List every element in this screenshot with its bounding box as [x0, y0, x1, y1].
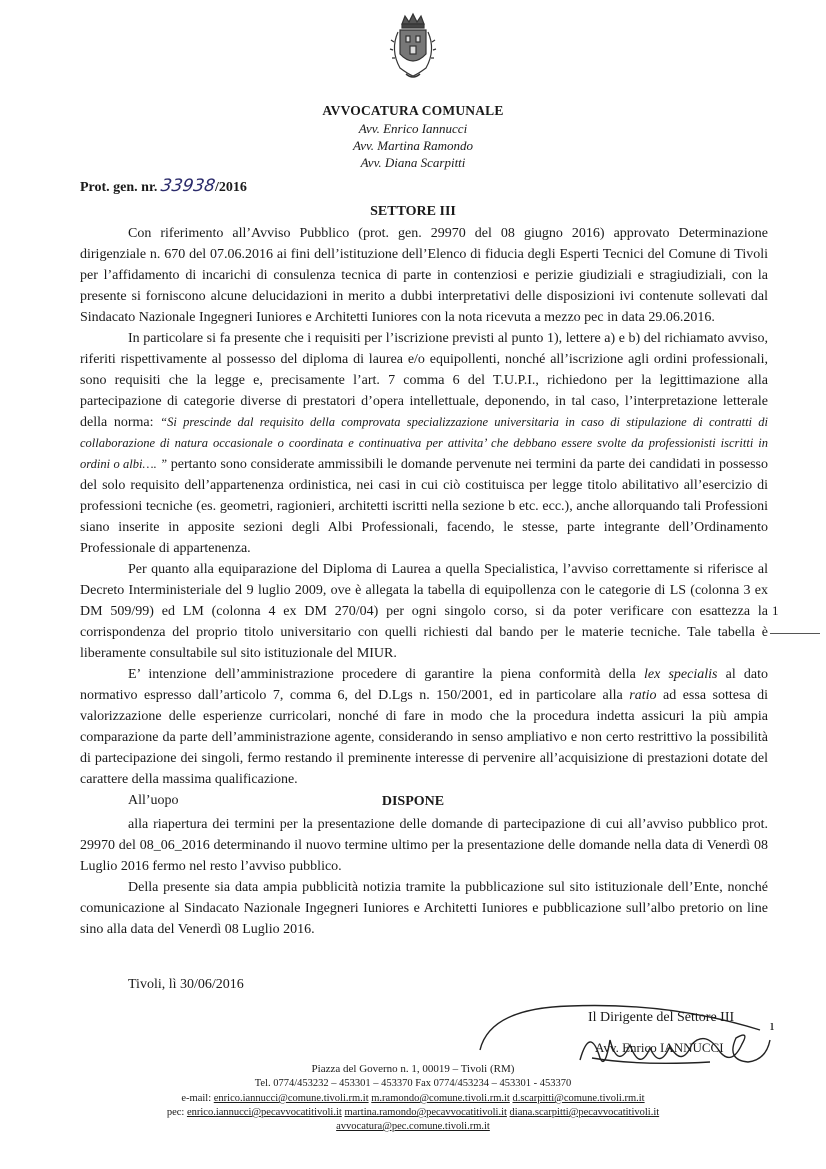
protocol-label: Prot. gen. nr. [80, 180, 158, 195]
paragraph-text: al dato normativo espresso dall’articolo 7, comma 6, del D.Lgs n. 150/2001, ed in particolare alla [80, 667, 769, 703]
email-label: e-mail: [181, 1093, 212, 1104]
paragraph-reference: Con riferimento all’Avviso Pubblico (prot. gen. 29970 del 08 giugno 2016) approvato Determinazione dirigenziale n. 670 del 07.06.2016 ai fini dell’istituzione dell’Elenco di fiducia degli Esperti Tecnici del Comune di Tivoli per l’affidamento di incarichi di consulenza tecnica di parte in contenziosi e perizie giudiziali e stragiudiziali, con la presente si forniscono alcune delucidazioni in merito a dubbi interpretativi delle disposizioni ivi contenute sollevati dal Sindacato Nazionale Ingegneri Iuniores e Architetti Iuniores con la nota ricevuta a mezzo pec in data 29.06.2016. [80, 226, 768, 325]
protocol-year: /2016 [214, 180, 247, 195]
footer-pec-office [0, 1120, 826, 1134]
paragraph-reopening: alla riapertura dei termini per la presentazione delle domande di partecipazione di cui all’avviso pubblico prot. 29970 del 08_06_2016 determinando il nuovo termine ultimo per la presentazione delle domande nella data di Venerdì 08 Luglio 2016 fermo nel resto l’avviso pubblico. [80, 817, 768, 874]
paragraph-text: In particolare si fa presente che i requisiti per l’iscrizione previsti al punto 1), lettere a) e b) del richiamato avviso, riferiti rispettivamente al possesso del diploma di laurea e/o equipollenti, nonché all’iscrizione agli ordini professionali, sono requisiti che la legge e, precisamente l’art. 7 comma 6 del T.U.P.I., richiedono per la legittimazione alla partecipazione di categorie diverse di prestatori d’opera intellettuale, deponendo, in tal caso, l’interpretazione letterale della norma: [80, 331, 768, 430]
protocol-number: 33938 [159, 176, 217, 196]
pec-label: pec: [166, 1107, 185, 1118]
email-link[interactable]: d.scarpitti@comune.tivoli.rm.it [512, 1093, 645, 1104]
protocol-line [80, 176, 247, 196]
paragraph-equivalence: Per quanto alla equiparazione del Diploma di Laurea a quella Specialistica, l’avviso correttamente si riferisce al Decreto Interministeriale del 9 luglio 2009, ove è allegata la tabella di equipollenza con le categorie di LS (colonna 3 ex DM 509/99) ed LM (colonna 4 ex DM 270/04) per ogni singolo corso, si da poter verificare con esattezza la corrispondenza del proprio titolo universitario con quelli richiesti dal bando per le materie tecniche. Tale tabella è liberamente consultabile sul sito istituzionale del MIUR. [80, 562, 768, 661]
paragraph-text: E’ intenzione dell’amministrazione procedere di garantire la piena conformità della [128, 667, 636, 682]
paragraph-text: ad essa sottesa di valorizzazione delle esperienze curricolari, nonché di fare in modo che la procedura indetta assicuri la più ampia comparazione da parte dell’amministrazione agente, considerando in senso ampliativo e non certo restrittivo la possibilità di partecipazione dei singoli, fermo restando il preminente interesse di pervenire all’acquisizione di prestazioni dotate del carattere della massima qualificazione. [80, 688, 769, 787]
pec-link[interactable]: enrico.iannucci@pecavvocatitivoli.it [186, 1107, 342, 1118]
place-date: Tivoli, lì 30/06/2016 [128, 977, 244, 992]
dispone-heading: DISPONE [381, 794, 445, 809]
email-link[interactable]: m.ramondo@comune.tivoli.rm.it [371, 1093, 510, 1104]
office-title: AVVOCATURA COMUNALE [322, 103, 504, 118]
paragraph-intention [80, 664, 768, 790]
signatory-name: Avv. Enrico IANNUCCI [595, 1040, 724, 1055]
footer-emails [0, 1092, 826, 1106]
email-link[interactable]: enrico.iannucci@comune.tivoli.rm.it [213, 1093, 369, 1104]
paragraph-alluopo: All’uopo [128, 793, 179, 808]
lawyer-name: Avv. Diana Scarpitti [360, 155, 466, 170]
pec-link[interactable]: avvocatura@pec.comune.tivoli.rm.it [336, 1121, 490, 1132]
pec-link[interactable]: martina.ramondo@pecavvocatitivoli.it [344, 1107, 507, 1118]
footer-pecs [0, 1106, 826, 1120]
paragraph-publicity: Della presente sia data ampia pubblicità notizia tramite la pubblicazione sul sito istituzionale dell’Ente, nonché comunicazione al Sindacato Nazionale Ingegneri Iuniores e Architetti Iuniores e pubblicazione sull’albo pretorio on line sino alla data del Venerdì 08 Luglio 2016. [80, 880, 768, 937]
paragraph-text: pertanto sono considerate ammissibili le domande pervenute nei termini da parte dei candidati in possesso del solo requisito dell’appartenenza ordinistica, nei casi in cui ciò costituisca per legge titolo abilitativo all’esercizio di professioni tecniche (es. geometri, ragionieri, architetti iscritti nella sezione b etc. ecc.), anche allorquando tali Professioni siano inserite in apposite sezioni degli Albi Professionali, facendo, le stesse, parte integrante dell’Ordinamento Professionale di appartenenza. [80, 457, 769, 556]
lawyer-name: Avv. Martina Ramondo [353, 138, 473, 153]
signatory-title: Il Dirigente del Settore III [588, 1010, 735, 1025]
margin-rule [770, 633, 820, 634]
municipal-crest-icon [388, 10, 438, 82]
lawyer-name: Avv. Enrico Iannucci [358, 121, 468, 136]
body-part-2 [80, 814, 768, 940]
footer-phones: Tel. 0774/453232 – 453301 – 453370 Fax 0774/453234 – 453301 - 453370 [254, 1078, 572, 1089]
latin-term: ratio [629, 688, 657, 703]
paragraph-requirements [80, 328, 768, 559]
page-number: 1 [772, 603, 779, 618]
margin-tick: ı [770, 1018, 775, 1034]
norm-quote: “Si prescinde dal requisito della comprovata specializzazione universitaria in caso di stipulazione di contratti di collaborazione di natura occasionale o coordinata e continuativa per attivita’ che debbano essere svolte da professionisti iscritti in ordini o albi…. ” [80, 415, 769, 471]
pec-link[interactable]: diana.scarpitti@pecavvocatitivoli.it [509, 1107, 660, 1118]
section-title: SETTORE III [370, 204, 456, 219]
footer-address: Piazza del Governo n. 1, 00019 – Tivoli (RM) [311, 1063, 515, 1075]
latin-term: lex specialis [643, 667, 718, 682]
body-part-1 [80, 223, 768, 811]
